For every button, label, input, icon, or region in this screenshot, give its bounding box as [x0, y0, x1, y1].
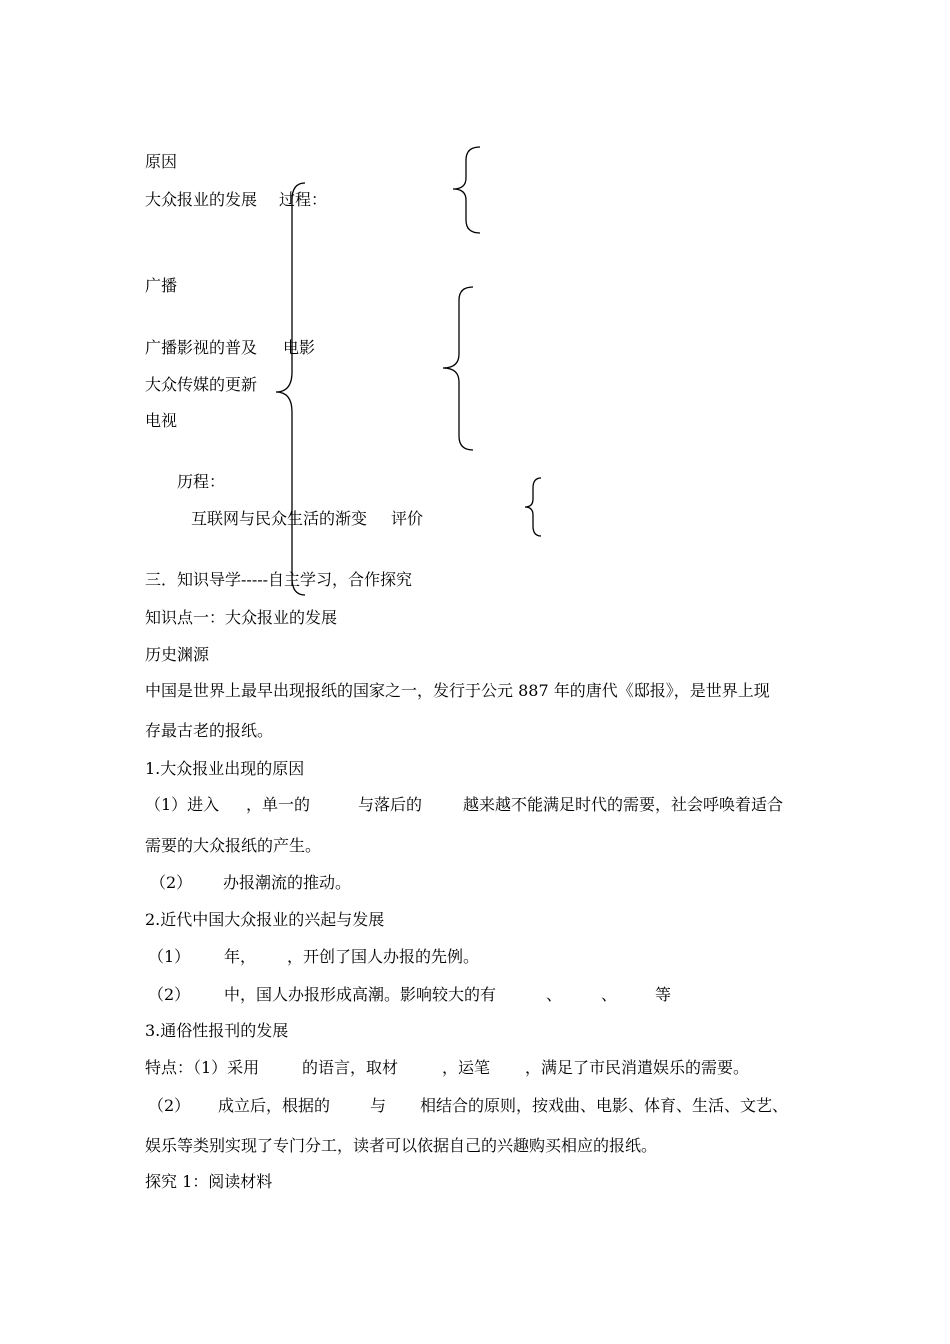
h2-item1-b: 年， [224, 947, 257, 966]
brace-guangbo [443, 287, 473, 450]
h3-item2-d: 相结合的原则，按戏曲、电影、体育、生活、文艺、 [420, 1096, 789, 1115]
para-china-line1: 中国是世界上最早出现报纸的国家之一，发行于公元 887 年的唐代《邸报》，是世界上现 [145, 681, 770, 700]
h2-item2-a: （2） [148, 985, 191, 1004]
outline-dianying: 电影 [283, 338, 316, 357]
h3-item2-b: 成立后，根据的 [218, 1096, 331, 1115]
outline-pingjia: 评价 [391, 509, 424, 528]
lishi-yuanyuan: 历史渊源 [145, 645, 210, 664]
outline-guangbo-puji: 广播影视的普及 [145, 338, 258, 357]
h3-item2-a: （2） [148, 1096, 191, 1115]
brace-main [276, 183, 305, 595]
h3-item2-c: 与 [370, 1096, 387, 1115]
kp1-title: 知识点一：大众报业的发展 [145, 608, 338, 627]
heading-1: 1.大众报业出现的原因 [145, 759, 305, 778]
h1-item1-a: （1）进入 [145, 795, 220, 814]
h3-item1-d: ，满足了市民消遣娱乐的需要。 [525, 1058, 750, 1077]
h3-item1-a: 特点：（1）采用 [145, 1058, 260, 1077]
section-title: 三．知识导学-----自主学习，合作探究 [145, 570, 413, 589]
outline-licheng: 历程： [177, 472, 226, 491]
h1-item1-b: ，单一的 [246, 795, 311, 814]
h2-item2-c: 、 [546, 985, 563, 1004]
h2-item1-a: （1） [148, 947, 191, 966]
heading-2: 2.近代中国大众报业的兴起与发展 [145, 910, 385, 929]
tanjiu-1: 探究 1：阅读材料 [145, 1172, 273, 1191]
h3-item1-b: 的语言，取材 [302, 1058, 399, 1077]
h1-item2-b: 办报潮流的推动。 [223, 873, 352, 892]
h1-item1-cont: 需要的大众报纸的产生。 [145, 836, 322, 855]
h3-item2-cont: 娱乐等类别实现了专门分工，读者可以依据自己的兴趣购买相应的报纸。 [145, 1136, 658, 1155]
brace-hulianwang [525, 478, 541, 536]
h1-item1-c: 与落后的 [358, 795, 423, 814]
h2-item2-b: 中，国人办报形成高潮。影响较大的有 [224, 985, 497, 1004]
h2-item1-c: ，开创了国人办报的先例。 [287, 947, 480, 966]
heading-3: 3.通俗性报刊的发展 [145, 1021, 289, 1040]
outline-hulianwang: 互联网与民众生活的渐变 [191, 509, 368, 528]
outline-yuanyin: 原因 [145, 152, 178, 171]
brace-guocheng [453, 147, 480, 233]
outline-guangbo: 广播 [145, 276, 178, 295]
outline-dianshi: 电视 [145, 411, 178, 430]
outline-gengxin: 大众传媒的更新 [145, 375, 258, 394]
outline-guocheng: 过程： [279, 190, 328, 209]
h2-item2-d: 、 [601, 985, 618, 1004]
h2-item2-e: 等 [655, 985, 672, 1004]
h1-item2-a: （2） [150, 873, 193, 892]
para-china-line2: 存最古老的报纸。 [145, 721, 274, 740]
h1-item1-d: 越来越不能满足时代的需要，社会呼唤着适合 [463, 795, 784, 814]
outline-dazhong-fazhan: 大众报业的发展 [145, 190, 258, 209]
h3-item1-c: ，运笔 [442, 1058, 491, 1077]
